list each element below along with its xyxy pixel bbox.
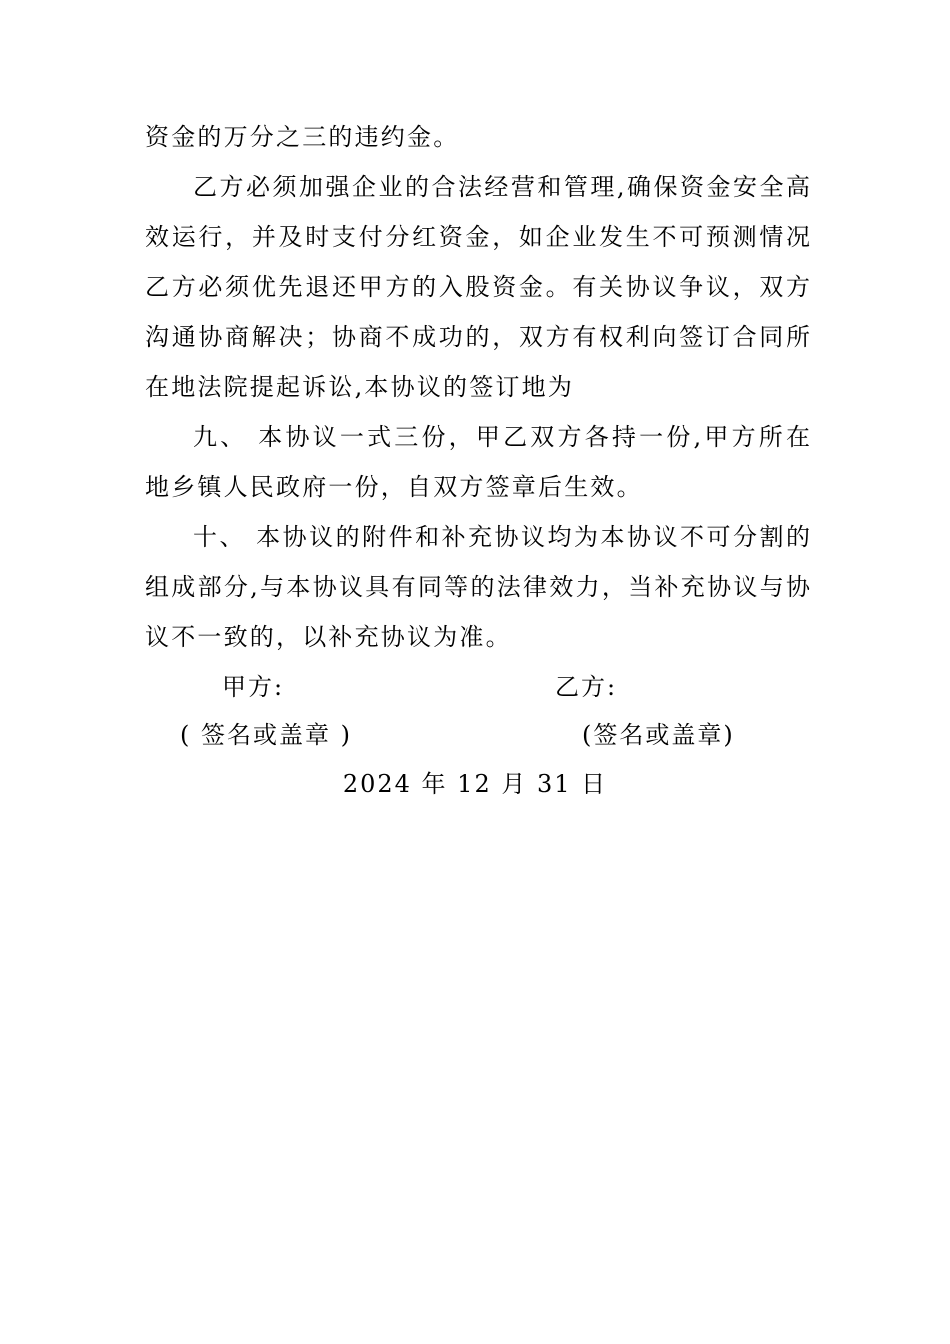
paragraph-line: 乙方必须加强企业的合法经营和管理,确保资金安全高: [193, 173, 810, 201]
clause-ten-line: 十、 本协议的附件和补充协议均为本协议不可分割的: [193, 523, 810, 551]
paragraph-line: 效运行，并及时支付分红资金，如企业发生不可预测情况: [145, 223, 810, 251]
party-b-label: 乙方:: [555, 673, 618, 701]
clause-nine-line: 地乡镇人民政府一份，自双方签章后生效。: [145, 473, 643, 501]
clause-nine-line: 九、 本协议一式三份，甲乙双方各持一份,甲方所在: [193, 423, 810, 451]
paragraph-line: 资金的万分之三的违约金。: [145, 123, 460, 151]
clause-ten-line: 议不一致的，以补充协议为准。: [145, 623, 512, 651]
paragraph-line: 沟通协商解决；协商不成功的，双方有权利向签订合同所: [145, 323, 810, 351]
signing-date: 2024 年 12 月 31 日: [342, 770, 608, 798]
party-a-label: 甲方:: [222, 673, 285, 701]
paragraph-line: 在地法院提起诉讼,本协议的签订地为: [145, 373, 575, 401]
clause-ten-line: 组成部分,与本协议具有同等的法律效力，当补充协议与协: [145, 573, 810, 601]
party-a-sign-note: ( 签名或盖章 ): [180, 721, 352, 749]
party-b-sign-note: (签名或盖章): [582, 721, 735, 749]
paragraph-line: 乙方必须优先退还甲方的入股资金。有关协议争议，双方: [145, 273, 810, 301]
